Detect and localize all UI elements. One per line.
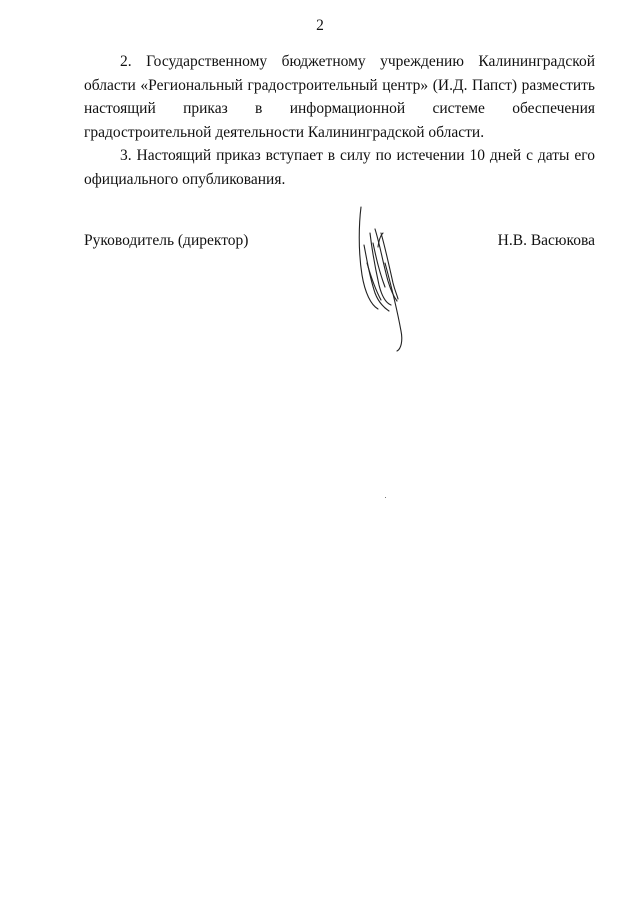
page-number: 2	[316, 17, 324, 34]
document-body	[84, 50, 595, 192]
scan-speck	[385, 497, 386, 498]
signatory-role: Руководитель (директор)	[84, 232, 249, 249]
signatory-name: Н.В. Васюкова	[497, 232, 595, 249]
paragraph-item-2: 2. Государственному бюджетному учреждению Калининградской области «Региональный градостроительный центр» (И.Д. Папст) разместить настоящий приказ в информационной системе обеспечения градостроительной деятельности Калининградской области.	[84, 53, 595, 141]
handwritten-signature	[345, 205, 415, 355]
paragraph-item-3: 3. Настоящий приказ вступает в силу по истечении 10 дней с даты его официального опубликования.	[84, 147, 595, 188]
